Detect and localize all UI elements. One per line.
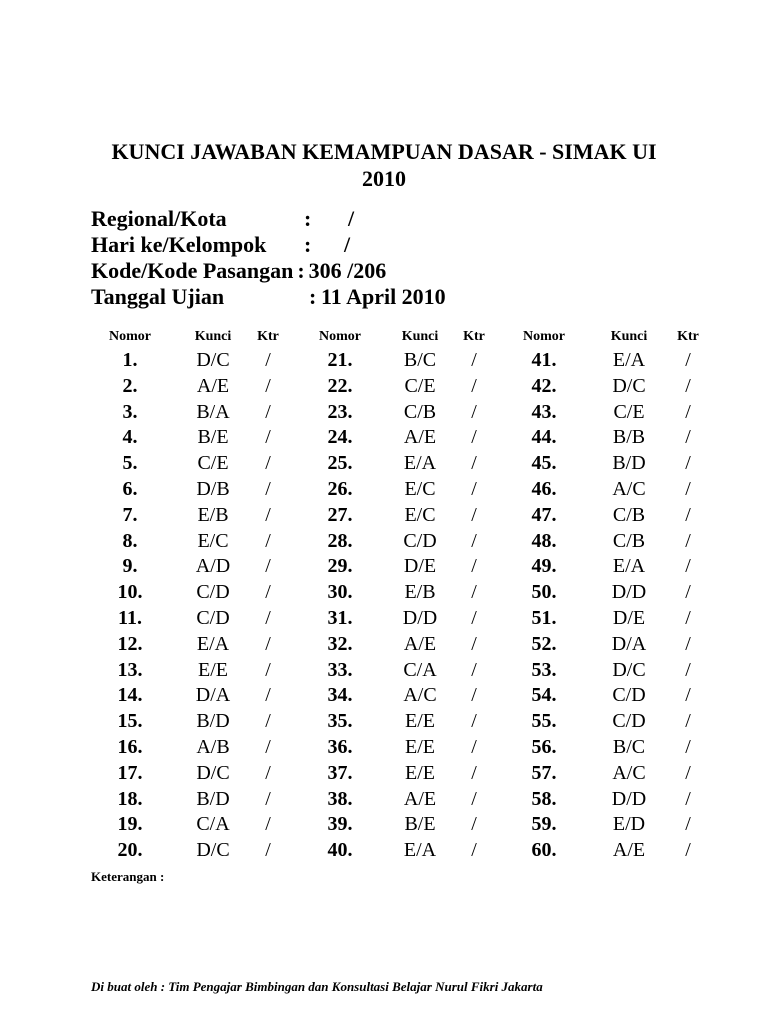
question-number: 42. xyxy=(531,374,557,397)
answer-key: E/A xyxy=(403,839,437,862)
exam-info-row xyxy=(91,206,591,232)
answer-remark: / xyxy=(471,607,477,629)
footer-credit: Di buat oleh : Tim Pengajar Bimbingan dan Konsultasi Belajar Nurul Fikri Jakarta xyxy=(91,979,543,994)
answer-key: E/A xyxy=(612,555,646,578)
question-number: 24. xyxy=(327,426,353,449)
question-number: 60. xyxy=(531,839,557,862)
question-number: 32. xyxy=(327,632,353,655)
answer-remark: / xyxy=(265,658,271,681)
question-number: 12. xyxy=(117,632,143,655)
question-number: 47. xyxy=(531,503,557,526)
question-number: 31. xyxy=(327,607,353,629)
answer-key: D/A xyxy=(195,684,231,707)
question-number: 46. xyxy=(531,478,557,500)
question-number: 57. xyxy=(531,761,557,784)
answer-remark: / xyxy=(685,349,691,371)
question-number: 36. xyxy=(327,736,353,758)
question-number: 40. xyxy=(327,839,353,862)
answer-key: C/D xyxy=(612,710,646,733)
answer-remark: / xyxy=(471,710,477,733)
answer-key: A/E xyxy=(403,787,437,810)
column-header-nomor: Nomor xyxy=(523,329,565,344)
exam-info-row xyxy=(91,284,591,310)
answer-key: E/C xyxy=(404,478,436,500)
answer-remark: / xyxy=(471,632,477,655)
answer-remark: / xyxy=(685,581,691,604)
answer-remark: / xyxy=(265,761,271,784)
question-number: 27. xyxy=(327,503,353,526)
answer-key: C/A xyxy=(196,813,230,836)
question-number: 5. xyxy=(122,452,138,475)
question-number: 11. xyxy=(118,607,142,629)
question-number: 22. xyxy=(327,374,353,397)
answer-remark: / xyxy=(265,374,271,397)
question-number: 49. xyxy=(531,555,557,578)
answer-key: D/E xyxy=(612,607,646,629)
answer-remark: / xyxy=(265,839,271,862)
question-number: 38. xyxy=(327,787,353,810)
answer-remark: / xyxy=(685,478,691,500)
question-number: 55. xyxy=(531,710,557,733)
exam-info-label: Kode/Kode Pasangan xyxy=(91,258,294,283)
question-number: 28. xyxy=(327,529,353,552)
answer-key: C/B xyxy=(612,529,646,552)
answer-key: D/E xyxy=(403,555,437,578)
question-number: 18. xyxy=(117,787,143,810)
exam-info-value: 11 April 2010 xyxy=(321,284,446,309)
answer-key: C/E xyxy=(404,374,436,397)
question-number: 16. xyxy=(117,736,143,758)
answer-key: C/D xyxy=(403,529,437,552)
answer-key: C/B xyxy=(403,400,437,423)
answer-remark: / xyxy=(685,710,691,733)
question-number: 59. xyxy=(531,813,557,836)
answer-key: C/B xyxy=(612,503,646,526)
answer-key: D/D xyxy=(402,607,438,629)
answer-key: A/C xyxy=(612,761,646,784)
question-number: 3. xyxy=(122,400,138,423)
question-number: 54. xyxy=(531,684,557,707)
answer-remark: / xyxy=(265,349,271,371)
exam-info-value: / xyxy=(348,206,355,231)
answer-remark: / xyxy=(471,581,477,604)
question-number: 13. xyxy=(117,658,143,681)
answer-key: E/A xyxy=(403,452,437,475)
question-number: 50. xyxy=(531,581,557,604)
question-number: 8. xyxy=(122,529,138,552)
answer-remark: / xyxy=(471,503,477,526)
question-number: 56. xyxy=(531,736,557,758)
exam-info-separator: : xyxy=(297,258,305,283)
answer-key: E/A xyxy=(612,349,646,371)
answer-remark: / xyxy=(265,684,271,707)
question-number: 9. xyxy=(122,555,138,578)
question-number: 53. xyxy=(531,658,557,681)
answer-remark: / xyxy=(471,555,477,578)
answer-remark: / xyxy=(471,529,477,552)
question-number: 35. xyxy=(327,710,353,733)
exam-info-value: 306 /206 xyxy=(308,258,387,283)
answer-remark: / xyxy=(685,452,691,475)
exam-info-row xyxy=(91,258,386,284)
answer-key: B/D xyxy=(612,452,646,475)
answer-key: E/C xyxy=(197,529,229,552)
question-number: 4. xyxy=(122,426,138,449)
column-header-ktr: Ktr xyxy=(463,329,485,344)
answer-remark: / xyxy=(685,529,691,552)
answer-key: E/B xyxy=(197,503,229,526)
question-number: 1. xyxy=(122,349,138,371)
exam-info-separator: : xyxy=(304,206,312,231)
answer-remark: / xyxy=(685,555,691,578)
column-header-nomor: Nomor xyxy=(319,329,361,344)
answer-key: E/B xyxy=(404,581,436,604)
answer-key: C/D xyxy=(196,581,230,604)
question-number: 19. xyxy=(117,813,143,836)
question-number: 26. xyxy=(327,478,353,500)
answer-key: A/C xyxy=(612,478,646,500)
answer-key: B/A xyxy=(196,400,230,423)
title-line-2: 2010 xyxy=(362,166,406,191)
exam-info-label: Regional/Kota xyxy=(91,206,227,231)
exam-info-row xyxy=(91,232,591,258)
answer-key: B/D xyxy=(196,787,230,810)
column-header-ktr: Ktr xyxy=(257,329,279,344)
answer-key: D/B xyxy=(196,478,230,500)
question-number: 15. xyxy=(117,710,143,733)
answer-key: A/E xyxy=(612,839,646,862)
column-header-nomor: Nomor xyxy=(109,329,151,344)
answer-remark: / xyxy=(265,632,271,655)
column-header-kunci: Kunci xyxy=(194,329,232,344)
answer-key: B/C xyxy=(612,736,646,758)
column-header-kunci: Kunci xyxy=(610,329,648,344)
question-number: 45. xyxy=(531,452,557,475)
answer-remark: / xyxy=(685,374,691,397)
answer-remark: / xyxy=(471,349,477,371)
answer-remark: / xyxy=(471,787,477,810)
answer-key: E/D xyxy=(612,813,646,836)
answer-key: B/B xyxy=(612,426,646,449)
exam-info-label: Hari ke/Kelompok xyxy=(91,232,267,257)
note-label: Keterangan : xyxy=(91,869,165,884)
answer-remark: / xyxy=(471,374,477,397)
answer-key: E/E xyxy=(405,710,435,733)
question-number: 41. xyxy=(531,349,557,371)
answer-remark: / xyxy=(685,400,691,423)
answer-remark: / xyxy=(471,839,477,862)
question-number: 44. xyxy=(531,426,557,449)
answer-key: E/E xyxy=(405,736,435,758)
question-number: 14. xyxy=(117,684,143,707)
answer-remark: / xyxy=(685,839,691,862)
answer-key: A/C xyxy=(403,684,437,707)
answer-remark: / xyxy=(685,503,691,526)
answer-remark: / xyxy=(265,426,271,449)
question-number: 39. xyxy=(327,813,353,836)
answer-key: D/A xyxy=(611,632,647,655)
answer-key: E/E xyxy=(405,761,435,784)
question-number: 25. xyxy=(327,452,353,475)
answer-key: B/E xyxy=(197,426,229,449)
answer-key: C/D xyxy=(612,684,646,707)
question-number: 48. xyxy=(531,529,557,552)
question-number: 6. xyxy=(122,478,138,500)
answer-key: B/E xyxy=(404,813,436,836)
answer-key: C/A xyxy=(403,658,437,681)
answer-key: E/E xyxy=(198,658,228,681)
question-number: 37. xyxy=(327,761,353,784)
question-number: 52. xyxy=(531,632,557,655)
answer-remark: / xyxy=(685,684,691,707)
answer-remark: / xyxy=(471,452,477,475)
question-number: 2. xyxy=(122,374,138,397)
answer-remark: / xyxy=(265,787,271,810)
answer-key: A/E xyxy=(403,632,437,655)
answer-key: D/D xyxy=(611,787,647,810)
question-number: 20. xyxy=(117,839,143,862)
exam-info-value: / xyxy=(344,232,351,257)
answer-remark: / xyxy=(265,710,271,733)
answer-key: E/C xyxy=(404,503,436,526)
question-number: 43. xyxy=(531,400,557,423)
answer-key: D/C xyxy=(196,349,230,371)
question-number: 51. xyxy=(531,607,557,629)
answer-key: B/C xyxy=(403,349,437,371)
title-line-1: KUNCI JAWABAN KEMAMPUAN DASAR - SIMAK UI xyxy=(111,139,657,164)
question-number: 21. xyxy=(327,349,353,371)
answer-remark: / xyxy=(685,607,691,629)
answer-key: C/D xyxy=(196,607,230,629)
answer-remark: / xyxy=(265,478,271,500)
exam-info-separator: : xyxy=(304,232,312,257)
answer-remark: / xyxy=(685,761,691,784)
question-number: 29. xyxy=(327,555,353,578)
answer-remark: / xyxy=(685,787,691,810)
answer-remark: / xyxy=(471,658,477,681)
answer-key: C/E xyxy=(197,452,229,475)
question-number: 17. xyxy=(117,761,143,784)
answer-key: A/D xyxy=(195,555,231,578)
answer-remark: / xyxy=(471,761,477,784)
exam-info-label: Tanggal Ujian xyxy=(91,284,225,309)
answer-remark: / xyxy=(471,400,477,423)
question-number: 10. xyxy=(117,581,143,604)
answer-remark: / xyxy=(265,736,271,758)
question-number: 7. xyxy=(122,503,138,526)
answer-remark: / xyxy=(471,813,477,836)
answer-remark: / xyxy=(471,426,477,449)
answer-remark: / xyxy=(685,813,691,836)
answer-remark: / xyxy=(265,503,271,526)
exam-info-separator: : xyxy=(309,284,317,309)
question-number: 34. xyxy=(327,684,353,707)
answer-remark: / xyxy=(471,736,477,758)
question-number: 23. xyxy=(327,400,353,423)
answer-remark: / xyxy=(265,581,271,604)
answer-key: D/C xyxy=(196,761,230,784)
answer-remark: / xyxy=(685,736,691,758)
answer-key: B/D xyxy=(196,710,230,733)
question-number: 33. xyxy=(327,658,353,681)
answer-remark: / xyxy=(265,452,271,475)
answer-key: A/E xyxy=(196,374,230,397)
page-title xyxy=(60,138,708,192)
answer-remark: / xyxy=(265,400,271,423)
answer-key: D/C xyxy=(612,374,646,397)
answer-remark: / xyxy=(685,658,691,681)
answer-key: E/A xyxy=(196,632,230,655)
answer-key: A/B xyxy=(196,736,230,758)
answer-key: D/C xyxy=(612,658,646,681)
answer-key: D/D xyxy=(611,581,647,604)
answer-remark: / xyxy=(265,607,271,629)
column-header-kunci: Kunci xyxy=(401,329,439,344)
answer-key: A/E xyxy=(403,426,437,449)
answer-remark: / xyxy=(685,632,691,655)
question-number: 30. xyxy=(327,581,353,604)
answer-remark: / xyxy=(685,426,691,449)
answer-key: D/C xyxy=(196,839,230,862)
answer-remark: / xyxy=(471,684,477,707)
answer-remark: / xyxy=(265,555,271,578)
question-number: 58. xyxy=(531,787,557,810)
column-header-ktr: Ktr xyxy=(677,329,699,344)
answer-remark: / xyxy=(265,529,271,552)
answer-remark: / xyxy=(471,478,477,500)
answer-key: C/E xyxy=(613,400,645,423)
answer-remark: / xyxy=(265,813,271,836)
